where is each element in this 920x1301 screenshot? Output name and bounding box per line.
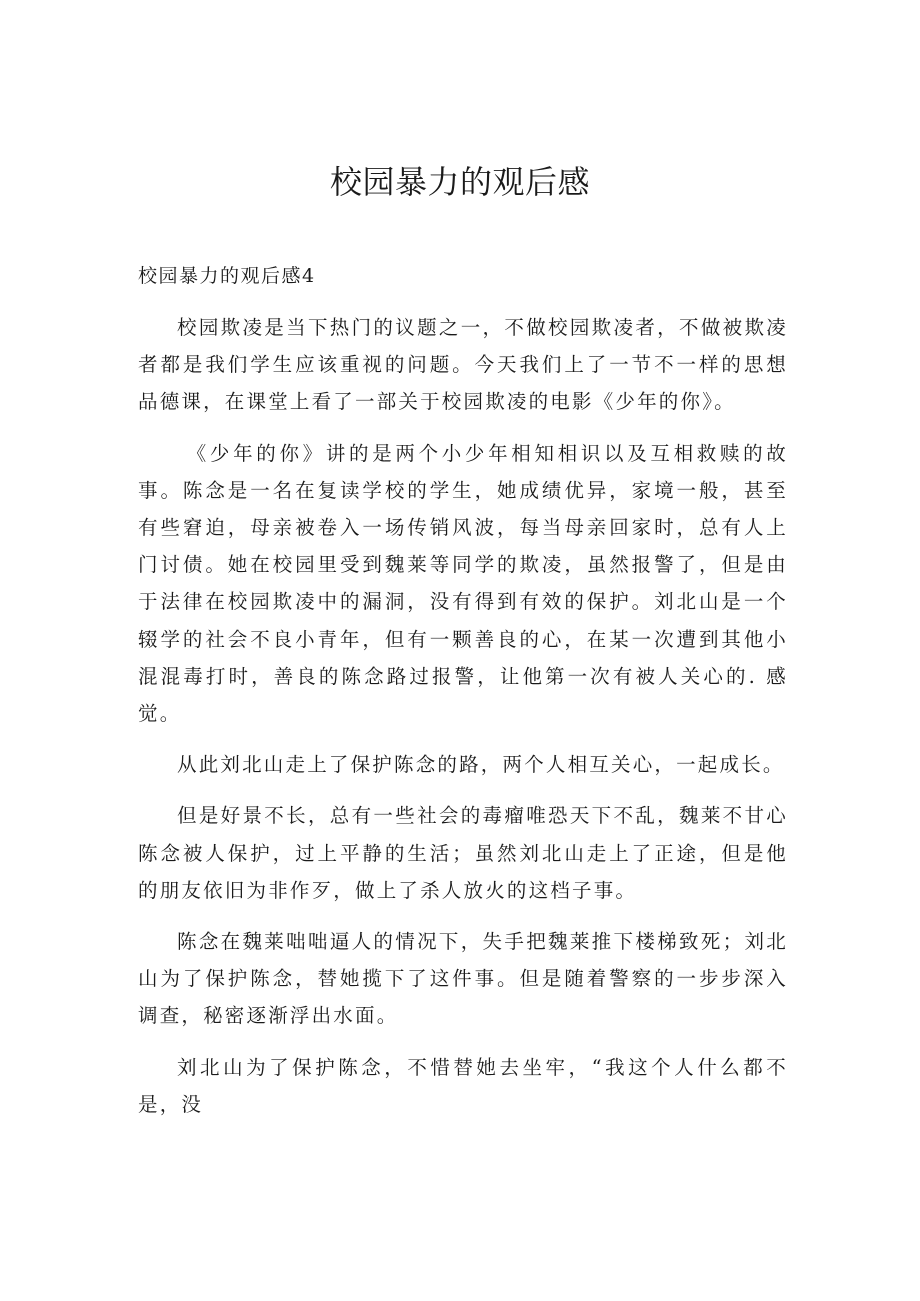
document-title: 校园暴力的观后感 <box>329 163 590 201</box>
paragraph-accident: 陈念在魏莱咄咄逼人的情况下，失手把魏莱推下楼梯致死；刘北山为了保护陈念，替她揽下了这件事。但是随着警察的一步步深入调查，秘密逐渐浮出水面。 <box>138 930 788 1028</box>
paragraph-trouble: 但是好景不长，总有一些社会的毒瘤唯恐天下不乱，魏莱不甘心陈念被人保护，过上平静的生活；虽然刘北山走上了正途，但是他的朋友依旧为非作歹，做上了杀人放火的这档子事。 <box>138 804 788 902</box>
paragraph-sacrifice: 刘北山为了保护陈念，不惜替她去坐牢，“我这个人什么都不是，没 <box>138 1055 788 1116</box>
document-subtitle: 校园暴力的观后感4 <box>138 265 316 287</box>
paragraph-intro: 校园欺凌是当下热门的议题之一，不做校园欺凌者，不做被欺凌者都是我们学生应该重视的问题。今天我们上了一节不一样的思想品德课，在课堂上看了一部关于校园欺凌的电影《少年的你》。 <box>138 316 788 414</box>
paragraph-story: 《少年的你》讲的是两个小少年相知相识以及互相救赎的故事。陈念是一名在复读学校的学生，她成绩优异，家境一般，甚至有些窘迫，母亲被卷入一场传销风波，每当母亲回家时，总有人上门讨债。她在校园里受到魏莱等同学的欺凌，虽然报警了，但是由于法律在校园欺凌中的漏洞，没有得到有效的保护。刘北山是一个辍学的社会不良小青年，但有一颗善良的心，在某一次遭到其他小混混毒打时，善良的陈念路过报警，让他第一次有被人关心的. 感觉。 <box>138 441 788 726</box>
document-body <box>138 309 788 1137</box>
paragraph-protect: 从此刘北山走上了保护陈念的路，两个人相互关心，一起成长。 <box>177 753 785 777</box>
